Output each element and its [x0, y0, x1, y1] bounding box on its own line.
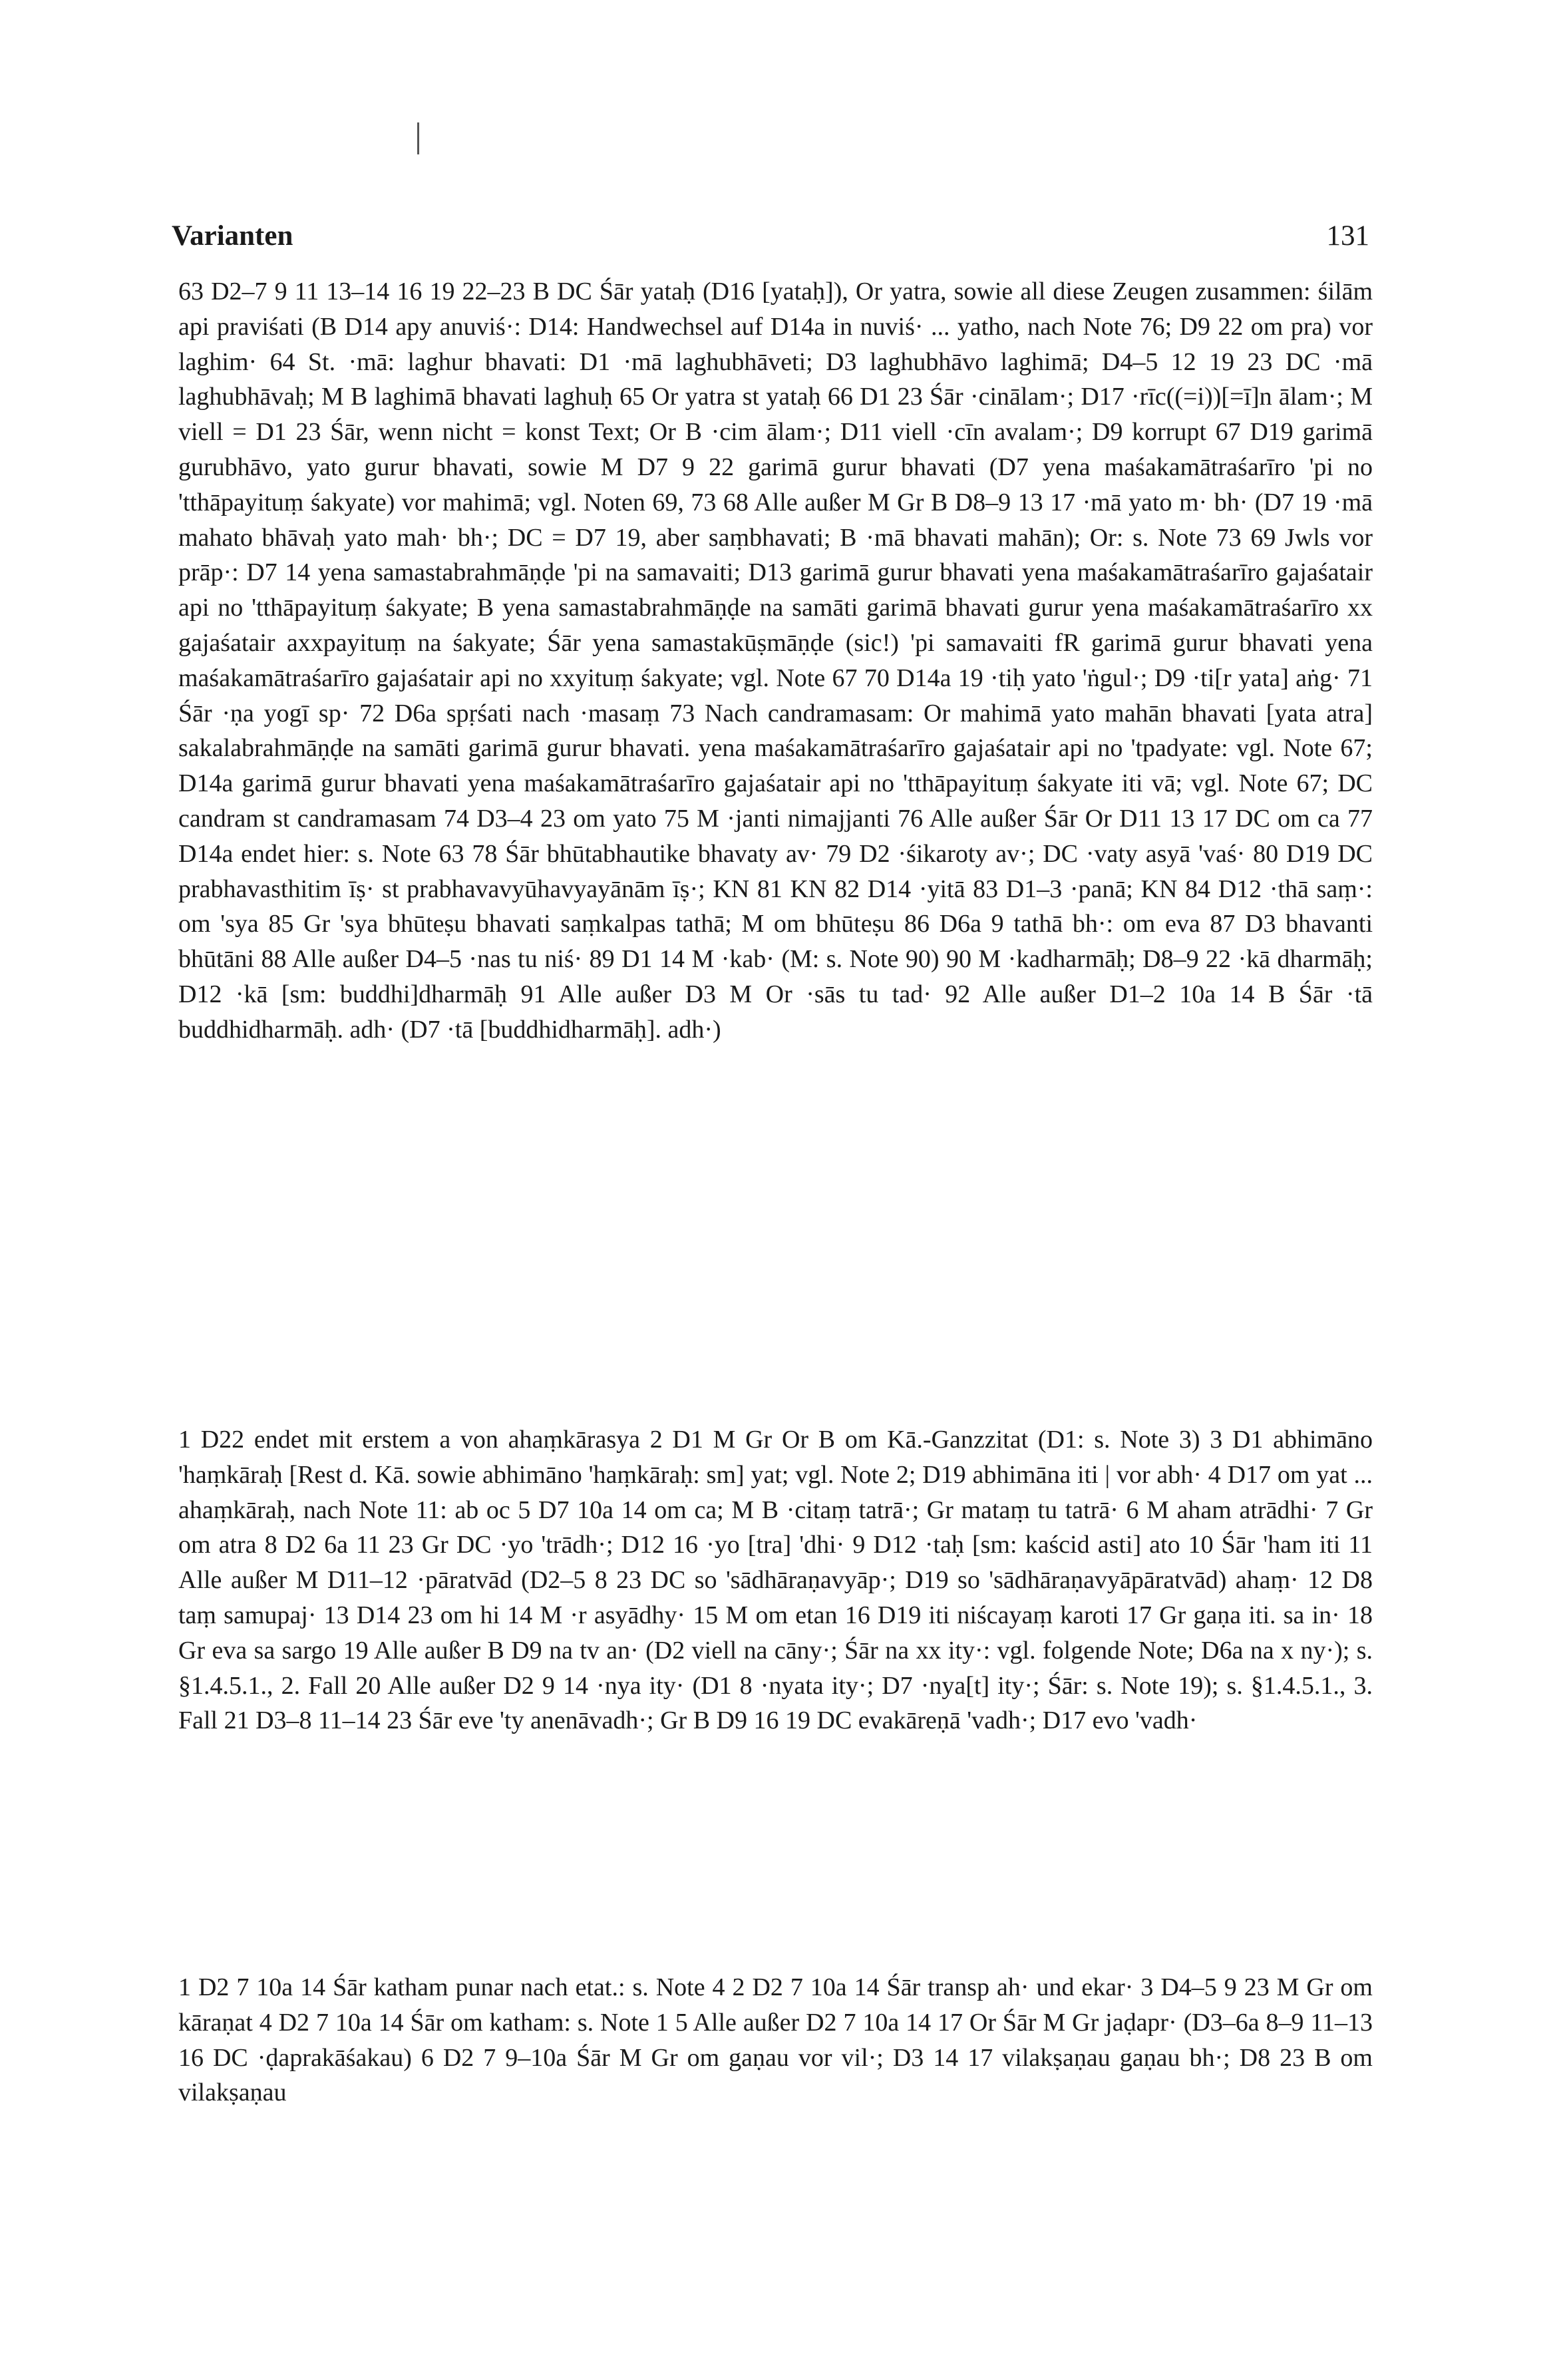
variant-notes-text: 1 D2 7 10a 14 Śār katham punar nach etat.: s. Note 4 2 D2 7 10a 14 Śār transp ah· und ekar· 3 D4–5 9 23 M Gr om kāraṇat 4 D2 7 10a 14 Śār om katham: s. Note 1 5 Alle außer D2 7 10a 14 17 Or Śār M Gr jaḍapr· (D3–6a 8–9 11–13 16 DC ·ḍaprakāśakau) 6 D2 7 9–10a Śār M Gr om gaṇau vor vil·; D3 14 17 vilakṣaṇau gaṇau bh·; D8 23 B om vilakṣaṇau: [178, 1973, 1373, 2107]
variant-notes-block-1: [178, 274, 1373, 1048]
variant-notes-text: 1 D22 endet mit erstem a von ahaṃkārasya 2 D1 M Gr Or B om Kā.-Ganzzitat (D1: s. Note 3) 3 D1 abhimāno 'haṃkāraḥ [Rest d. Kā. sowie abhimāno 'haṃkāraḥ: sm] yat; vgl. Note 2; D19 abhimāna iti | vor abh· 4 D17 om yat ... ahaṃkāraḥ, nach Note 11: ab oc 5 D7 10a 14 om ca; M B ·citaṃ tatrā·; Gr mataṃ tu tatrā· 6 M aham atrādhi· 7 Gr om atra 8 D2 6a 11 23 Gr DC ·yo 'trādh·; D12 16 ·yo [tra] 'dhi· 9 D12 ·taḥ [sm: kaścid asti] ato 10 Śār 'ham iti 11 Alle außer M D11–12 ·pāratvād (D2–5 8 23 DC so 'sādhāraṇavyāp·; D19 so 'sādhāraṇavyāpāratvād) ahaṃ· 12 D8 taṃ samupaj· 13 D14 23 om hi 14 M ·r asyādhy· 15 M om etan 16 D19 iti niścayaṃ karoti 17 Gr gaṇa iti. sa in· 18 Gr eva sa sargo 19 Alle außer B D9 na tv an· (D2 viell na cāny·; Śār na xx ity·: vgl. folgende Note; D6a na x ny·); s. §1.4.5.1., 2. Fall 20 Alle außer D2 9 14 ·nya ity· (D1 8 ·nyata ity·; D7 ·nya[t] ity·; Śār: s. Note 19); s. §1.4.5.1., 3. Fall 21 D3–8 11–14 23 Śār eve 'ty anenāvadh·; Gr B D9 16 19 DC evakāreṇā 'vadh·; D17 evo 'vadh·: [178, 1426, 1373, 1735]
running-header: [172, 220, 1369, 260]
section-title: Varianten: [172, 220, 293, 252]
margin-mark: [417, 122, 419, 154]
variant-notes-block-3: [178, 1970, 1373, 2110]
page-number: 131: [1326, 220, 1369, 252]
variant-notes-text: 63 D2–7 9 11 13–14 16 19 22–23 B DC Śār yataḥ (D16 [yataḥ]), Or yatra, sowie all diese Zeugen zusammen: śilām api praviśati (B D14 apy anuviś·: D14: Handwechsel auf D14a in nuviś· ... yatho, nach Note 76; D9 22 om pra) vor laghim· 64 St. ·mā: laghur bhavati: D1 ·mā laghubhāveti; D3 laghubhāvo laghimā; D4–5 12 19 23 DC ·mā laghubhāvaḥ; M B laghimā bhavati laghuḥ 65 Or yatra st yataḥ 66 D1 23 Śār ·cinālam·; D17 ·rīc((=i))[=ī]n ālam·; M viell = D1 23 Śār, wenn nicht = konst Text; Or B ·cim ālam·; D11 viell ·cīn avalam·; D9 korrupt 67 D19 garimā gurubhāvo, yato gurur bhavati, sowie M D7 9 22 garimā gurur bhavati (D7 yena maśakamātraśarīro 'pi no 'tthāpayituṃ śakyate) vor mahimā; vgl. Noten 69, 73 68 Alle außer M Gr B D8–9 13 17 ·mā yato m· bh· (D7 19 ·mā mahato bhāvaḥ yato mah· bh·; DC = D7 19, aber saṃbhavati; B ·mā bhavati mahān); Or: s. Note 73 69 Jwls vor prāp·: D7 14 yena samastabrahmāṇḍe 'pi na samavaiti; D13 garimā gurur bhavati yena maśakamātraśarīro gajaśatair api no 'tthāpayituṃ śakyate; B yena samastabrahmāṇḍe na samāti garimā bhavati gurur yena maśakamātraśarīro xx gajaśatair axxpayituṃ na śakyate; Śār yena samastakūṣmāṇḍe (sic!) 'pi samavaiti fR garimā gurur bhavati yena maśakamātraśarīro gajaśatair api no xxyituṃ śakyate; vgl. Note 67 70 D14a 19 ·tiḥ yato 'ṅgul·; D9 ·ti[r yata] aṅg· 71 Śār ·ṇa yogī sp· 72 D6a spṛśati nach ·masaṃ 73 Nach candramasam: Or mahimā yato mahān bhavati [yata atra] sakalabrahmāṇḍe na samāti garimā gurur bhavati. yena maśakamātraśarīro gajaśatair api no 'tpadyate: vgl. Note 67; D14a garimā gurur bhavati yena maśakamātraśarīro gajaśatair api no 'tthāpayituṃ śakyate iti vā; vgl. Note 67; DC candram st candramasam 74 D3–4 23 om yato 75 M ·janti nimajjanti 76 Alle außer Śār Or D11 13 17 DC om ca 77 D14a endet hier: s. Note 63 78 Śār bhūtabhautike bhavaty av· 79 D2 ·śikaroty av·; DC ·vaty asyā 'vaś· 80 D19 DC prabhavasthitim īṣ· st prabhavavyūhavyayānām īṣ·; KN 81 KN 82 D14 ·yitā 83 D1–3 ·panā; KN 84 D12 ·thā saṃ·: om 'sya 85 Gr 'sya bhūteṣu bhavati saṃkalpas tathā; M om bhūteṣu 86 D6a 9 tathā bh·: om eva 87 D3 bhavanti bhūtāni 88 Alle außer D4–5 ·nas tu niś· 89 D1 14 M ·kab· (M: s. Note 90) 90 M ·kadharmāḥ; D8–9 22 ·kā dharmāḥ; D12 ·kā [sm: buddhi]dharmāḥ 91 Alle außer D3 M Or ·sās tu tad· 92 Alle außer D1–2 10a 14 B Śār ·tā buddhidharmāḥ. adh· (D7 ·tā [buddhidharmāḥ]. adh·): [178, 278, 1373, 1044]
variant-notes-block-2: [178, 1422, 1373, 1738]
